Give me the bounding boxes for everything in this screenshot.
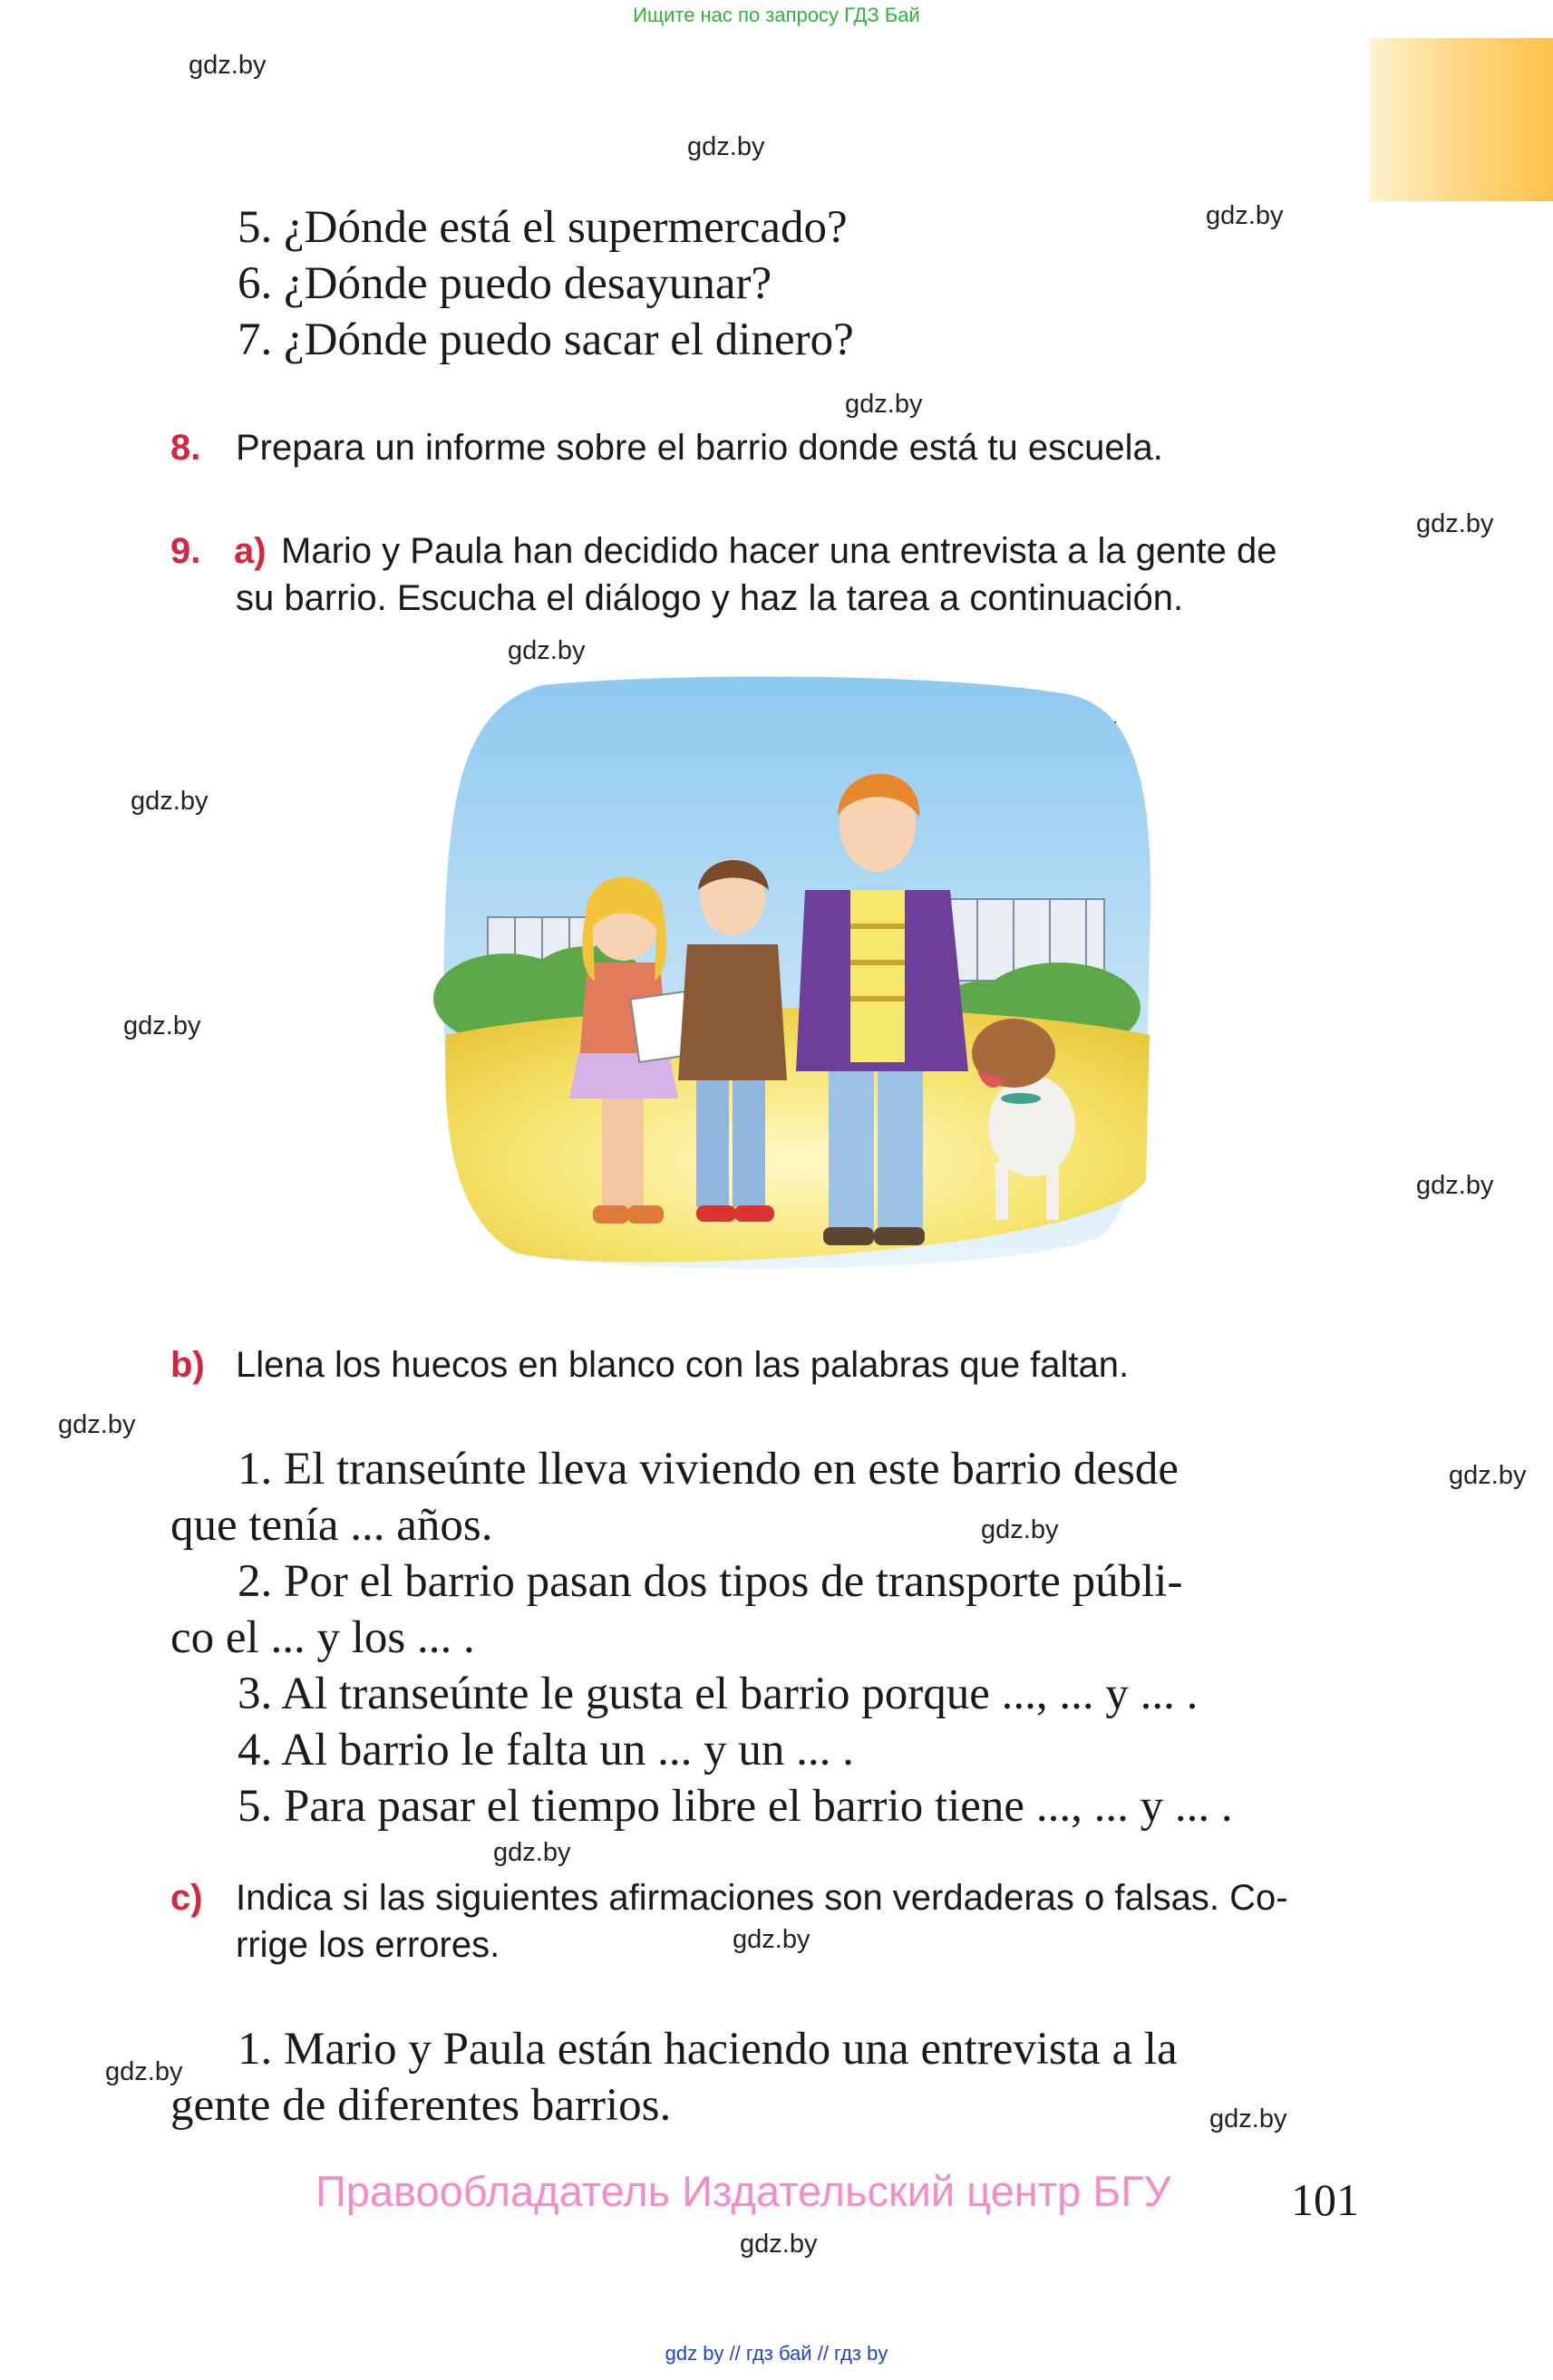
fill-blank-line: 1. El transeúnte lleva viviendo en este barrio desde [238, 1444, 1179, 1495]
fill-blank-line: 3. Al transeúnte le gusta el barrio porque ..., ... y ... . [238, 1669, 1199, 1719]
page-number: 101 [1291, 2174, 1359, 2225]
task-9a-text: Mario y Paula han decidido hacer una entrevista a la gente de [281, 531, 1277, 571]
fill-blank-line: que tenía ... años. [170, 1500, 493, 1551]
watermark: gdz.by [105, 2057, 183, 2086]
fill-blank-line: 4. Al barrio le falta un ... y un ... . [238, 1725, 854, 1775]
watermark: gdz.by [1416, 509, 1494, 538]
question-line: 5. ¿Dónde está el supermercado? [238, 202, 848, 253]
watermark: gdz.by [733, 1925, 810, 1954]
bottom-site-links[interactable]: gdz by // гдз бай // гдз by [665, 2342, 888, 2365]
watermark: gdz.by [1209, 2104, 1287, 2133]
question-line: 6. ¿Dónde puedo desayunar? [238, 258, 772, 309]
question-line: 7. ¿Dónde puedo sacar el dinero? [238, 314, 854, 365]
task-8-text: Prepara un informe sobre el barrio donde está tu escuela. [236, 428, 1163, 468]
watermark: gdz.by [687, 132, 765, 161]
watermark: gdz.by [131, 787, 209, 816]
watermark: gdz.by [1416, 1171, 1494, 1200]
statement-line: 1. Mario y Paula están haciendo una entrevista a la [238, 2024, 1178, 2075]
watermark: gdz.by [508, 636, 586, 665]
watermark: gdz.by [740, 2230, 818, 2259]
task-9c-label: c) [170, 1878, 203, 1918]
task-9-number: 9. [170, 531, 201, 571]
task-9a-text: su barrio. Escucha el diálogo y haz la tarea a continuación. [236, 578, 1184, 618]
watermark: gdz.by [1449, 1461, 1527, 1490]
watermark: gdz.by [493, 1838, 571, 1867]
page-corner-decoration [1370, 38, 1553, 201]
copyright-notice: Правообладатель Издательский центр БГУ [315, 2167, 1171, 2215]
watermark: gdz.by [189, 51, 267, 80]
street-interview-illustration [433, 672, 1159, 1278]
task-9c-text: Indica si las siguientes afirmaciones son verdaderas o falsas. Co- [236, 1878, 1288, 1918]
task-8-number: 8. [170, 428, 201, 468]
search-hint-link[interactable]: Ищите нас по запросу ГДЗ Бай [633, 4, 920, 26]
task-9c-text: rrige los errores. [236, 1925, 500, 1965]
statement-line: gente de diferentes barrios. [170, 2080, 672, 2131]
watermark: gdz.by [1206, 201, 1284, 230]
task-9b-label: b) [170, 1345, 205, 1385]
watermark: gdz.by [58, 1410, 136, 1439]
watermark: gdz.by [123, 1011, 201, 1040]
watermark: gdz.by [981, 1515, 1059, 1544]
fill-blank-line: 5. Para pasar el tiempo libre el barrio tiene ..., ... y ... . [238, 1781, 1233, 1832]
watermark: gdz.by [845, 390, 923, 419]
fill-blank-line: co el ... y los ... . [170, 1612, 475, 1663]
task-9b-text: Llena los huecos en blanco con las palabras que faltan. [236, 1345, 1130, 1385]
fill-blank-line: 2. Por el barrio pasan dos tipos de transporte públi- [238, 1556, 1183, 1607]
task-9a-label: a) [234, 531, 267, 571]
